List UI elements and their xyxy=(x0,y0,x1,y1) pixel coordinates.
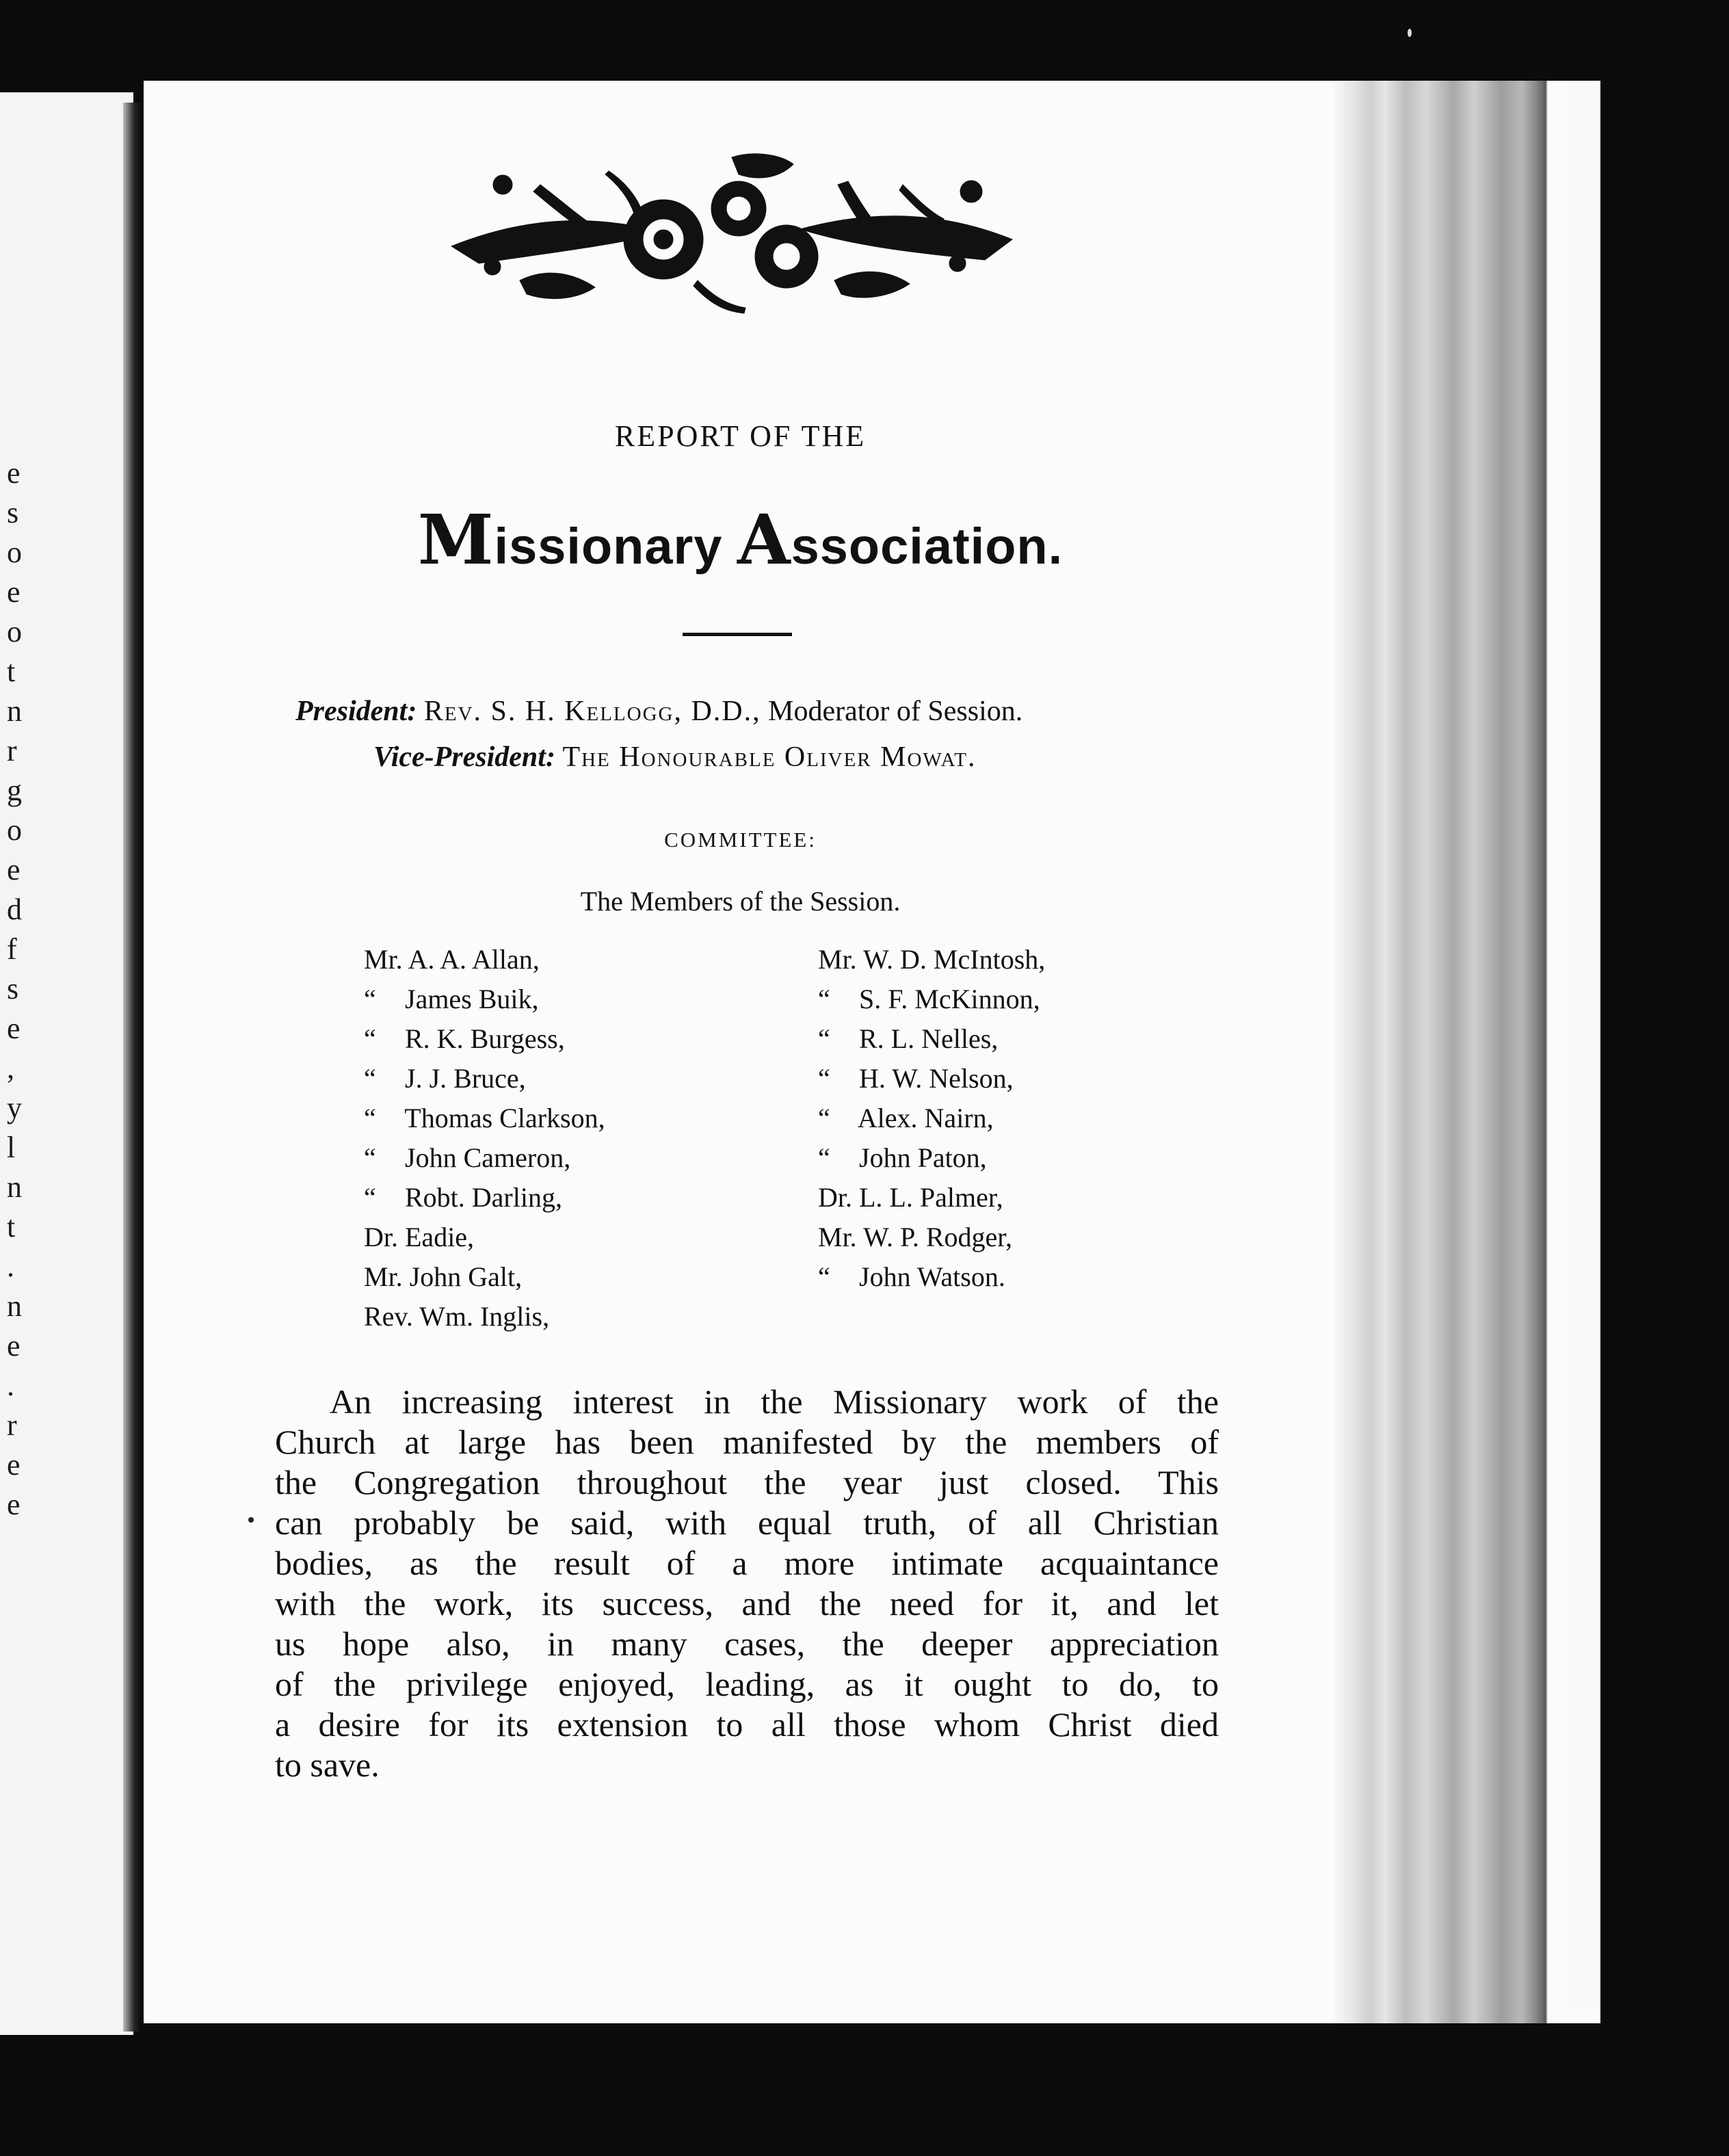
member-name: Wm. Inglis, xyxy=(412,1301,550,1332)
member-name: Alex. Nairn, xyxy=(852,1103,994,1133)
committee-member xyxy=(364,1297,605,1337)
member-prefix: “ xyxy=(818,1103,830,1133)
member-prefix: Dr. xyxy=(818,1182,852,1213)
left-page-letter: s xyxy=(7,972,19,1005)
left-page-letter: s xyxy=(7,496,19,529)
committee-member xyxy=(364,940,605,980)
left-page-letter: o xyxy=(7,536,22,569)
body-line: the Congregation throughout the year just closed. This xyxy=(275,1463,1219,1501)
vice-president-name: The Honourable Oliver Mowat. xyxy=(562,741,977,773)
president-role: Moderator of Session. xyxy=(761,696,1023,727)
member-prefix: Rev. xyxy=(364,1301,413,1332)
committee-member xyxy=(364,1178,605,1218)
left-page-letter: n xyxy=(7,1170,22,1204)
committee-member xyxy=(818,1257,1045,1297)
left-page-letter: n xyxy=(7,1289,22,1323)
committee-member xyxy=(364,1138,605,1178)
vice-president-line xyxy=(373,741,977,774)
scan-artifact xyxy=(1408,29,1412,37)
president-line xyxy=(295,695,1022,728)
member-name: S. F. McKinnon, xyxy=(852,984,1040,1014)
left-page-letter: t xyxy=(7,1210,16,1244)
member-prefix: “ xyxy=(364,984,376,1014)
left-page-letter: r xyxy=(7,734,17,767)
member-prefix: Mr. xyxy=(364,944,403,975)
member-prefix: “ xyxy=(818,1142,830,1173)
member-name: Robt. Darling, xyxy=(398,1182,562,1213)
body-line: with the work, its success, and the need for it, and let xyxy=(275,1584,1219,1622)
member-prefix: “ xyxy=(364,1142,376,1173)
committee-member xyxy=(818,1059,1045,1099)
member-name: James Buik, xyxy=(398,984,539,1014)
president-name: Rev. S. H. Kellogg, D.D., xyxy=(423,696,761,727)
member-name: John Cameron, xyxy=(398,1142,571,1173)
committee-member xyxy=(818,1178,1045,1218)
title-divider xyxy=(683,633,792,636)
left-page-letter: e xyxy=(7,456,21,490)
body-line: us hope also, in many cases, the deeper appreciation xyxy=(275,1625,1219,1663)
report-heading: REPORT OF THE xyxy=(614,419,867,453)
member-prefix: “ xyxy=(818,984,830,1014)
scan-artifact xyxy=(248,1517,254,1523)
body-line: An increasing interest in the Missionary work of the xyxy=(330,1382,1219,1421)
left-page-letter: y xyxy=(7,1091,22,1125)
member-name: A. A. Allan, xyxy=(402,944,540,975)
member-name: John Galt, xyxy=(402,1261,523,1292)
page-title xyxy=(144,499,1337,580)
member-name: W. P. Rodger, xyxy=(856,1222,1013,1252)
member-name: R. K. Burgess, xyxy=(398,1023,565,1054)
member-name: L. L. Palmer, xyxy=(852,1182,1003,1213)
left-page-edge xyxy=(0,92,133,2035)
members-left-column xyxy=(364,940,605,1337)
member-prefix: Dr. xyxy=(364,1222,398,1252)
president-label: President: xyxy=(295,696,417,727)
committee-member xyxy=(364,1218,605,1257)
body-line: to save. xyxy=(275,1746,380,1784)
member-prefix: “ xyxy=(818,1063,830,1094)
book-gutter xyxy=(123,103,141,2032)
member-name: John Watson. xyxy=(852,1261,1005,1292)
member-prefix: Mr. xyxy=(818,944,857,975)
committee-subheading: The Members of the Session. xyxy=(580,886,901,917)
committee-heading: COMMITTEE: xyxy=(664,828,817,852)
left-page-letter: g xyxy=(7,774,22,807)
member-name: John Paton, xyxy=(852,1142,987,1173)
committee-member xyxy=(818,1099,1045,1138)
left-page-letter: l xyxy=(7,1131,16,1164)
member-name: H. W. Nelson, xyxy=(852,1063,1014,1094)
member-prefix: Mr. xyxy=(818,1222,857,1252)
body-line: can probably be said, with equal truth, of all Christian xyxy=(275,1503,1219,1542)
left-page-letter: . xyxy=(7,1250,14,1283)
left-page-letter: o xyxy=(7,615,22,648)
left-page-letter: e xyxy=(7,853,21,886)
committee-member xyxy=(818,980,1045,1019)
left-page-letter: n xyxy=(7,694,22,728)
left-page-letter: r xyxy=(7,1408,17,1442)
floral-ornament-icon xyxy=(438,144,1026,315)
committee-member xyxy=(818,1138,1045,1178)
committee-member xyxy=(364,980,605,1019)
member-prefix: “ xyxy=(364,1063,376,1094)
left-page-letter: , xyxy=(7,1051,14,1085)
member-name: Thomas Clarkson, xyxy=(398,1103,605,1133)
member-prefix: “ xyxy=(364,1182,376,1213)
report-body-paragraph xyxy=(275,1382,1219,1785)
member-prefix: “ xyxy=(818,1261,830,1292)
left-page-letter: e xyxy=(7,1329,21,1363)
committee-member xyxy=(818,1019,1045,1059)
left-page-letter: e xyxy=(7,1448,21,1482)
body-line: of the privilege enjoyed, leading, as it ought to do, to xyxy=(275,1665,1219,1703)
left-page-letter: e xyxy=(7,575,21,609)
member-name: W. D. McIntosh, xyxy=(856,944,1046,975)
committee-member xyxy=(818,1218,1045,1257)
title-initial-a: A xyxy=(737,499,791,580)
back-cover-edge xyxy=(1566,81,1600,2010)
left-page-letter: t xyxy=(7,655,16,688)
members-right-column xyxy=(818,940,1045,1297)
member-prefix: Mr. xyxy=(364,1261,403,1292)
title-initial-m: M xyxy=(417,499,494,580)
committee-member xyxy=(364,1257,605,1297)
committee-member xyxy=(364,1099,605,1138)
left-page-letter: d xyxy=(7,893,22,926)
left-page-letter: f xyxy=(7,932,17,966)
title-word-1: issionary xyxy=(494,518,738,575)
committee-member xyxy=(364,1059,605,1099)
committee-member xyxy=(364,1019,605,1059)
left-page-letter: . xyxy=(7,1369,14,1402)
member-name: J. J. Bruce, xyxy=(398,1063,526,1094)
vice-president-label: Vice-President: xyxy=(373,741,555,773)
body-line: Church at large has been manifested by the members of xyxy=(275,1423,1219,1461)
left-page-letter: e xyxy=(7,1012,21,1045)
member-name: Eadie, xyxy=(398,1222,475,1252)
member-prefix: “ xyxy=(364,1023,376,1054)
left-page-letter: e xyxy=(7,1488,21,1521)
member-name: R. L. Nelles, xyxy=(852,1023,999,1054)
title-word-2: ssociation. xyxy=(791,518,1064,575)
member-prefix: “ xyxy=(818,1023,830,1054)
committee-member xyxy=(818,940,1045,980)
left-page-letter: o xyxy=(7,813,22,847)
page-edges xyxy=(1330,81,1600,2023)
body-line: a desire for its extension to all those whom Christ died xyxy=(275,1705,1219,1744)
body-line: bodies, as the result of a more intimate acquaintance xyxy=(275,1544,1219,1582)
member-prefix: “ xyxy=(364,1103,376,1133)
